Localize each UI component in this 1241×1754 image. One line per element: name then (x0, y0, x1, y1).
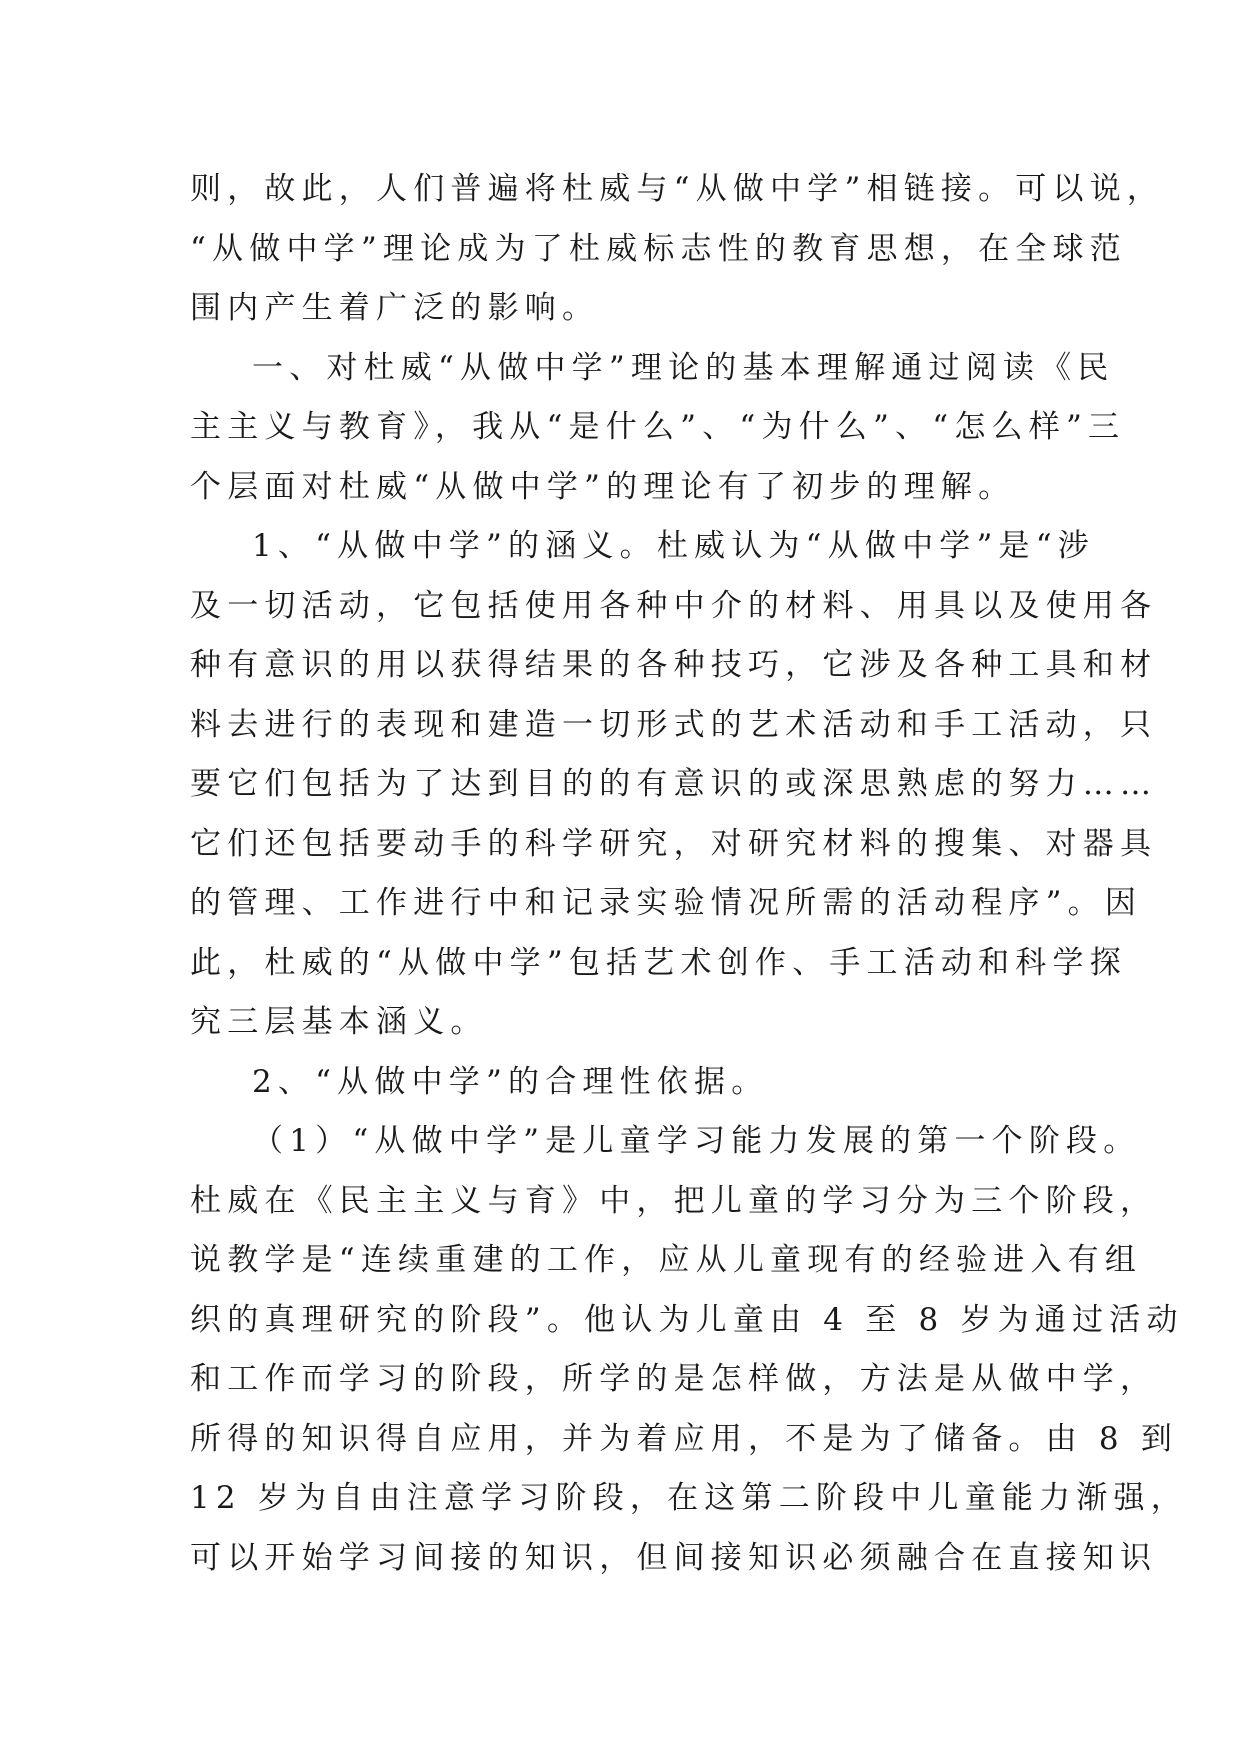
text-line: 料去进行的表现和建造一切形式的艺术活动和手工活动，只 (190, 706, 1158, 743)
text-line: 12 岁为自由注意学习阶段，在这第二阶段中儿童能力渐强， (190, 1480, 1188, 1516)
text-line: “从做中学”理论成为了杜威标志性的教育思想，在全球范 (190, 230, 1127, 267)
text-line: 织的真理研究的阶段”。他认为儿童由 4 至 8 岁为通过活动 (190, 1301, 1184, 1338)
text-line: 要它们包括为了达到目的的有意识的或深思熟虑的努力…… (190, 766, 1158, 802)
subsection-line: 2、“从做中学”的合理性依据。 (252, 1063, 769, 1100)
text-line: 它们还包括要动手的科学研究，对研究材料的搜集、对器具 (190, 825, 1158, 862)
text-line: 所得的知识得自应用，并为着应用，不是为了储备。由 8 到 (190, 1420, 1179, 1457)
text-line: 可以开始学习间接的知识，但间接知识必须融合在直接知识 (190, 1539, 1158, 1576)
text-line: 则，故此，人们普遍将杜威与“从做中学”相链接。可以说， (190, 171, 1165, 207)
text-line: 此，杜威的“从做中学”包括艺术创作、手工活动和科学探 (190, 944, 1127, 981)
text-line: 围内产生着广泛的影响。 (190, 290, 600, 326)
subsection-line: （1）“从做中学”是儿童学习能力发展的第一个阶段。 (252, 1123, 1141, 1159)
text-line: 究三层基本涵义。 (190, 1004, 488, 1040)
subsection-line: 1、“从做中学”的涵义。杜威认为“从做中学”是“涉 (252, 528, 1095, 564)
text-line: 及一切活动，它包括使用各种中介的材料、用具以及使用各 (190, 587, 1158, 624)
text-line: 说教学是“连续重建的工作，应从儿童现有的经验进入有组 (190, 1242, 1143, 1278)
text-line: 种有意识的用以获得结果的各种技巧，它涉及各种工具和材 (190, 647, 1158, 683)
text-line: 的管理、工作进行中和记录实验情况所需的活动程序”。因 (190, 885, 1143, 921)
text-line: 主主义与教育》，我从“是什么”、“为什么”、“怎么样”三 (190, 409, 1126, 445)
section-heading-line: 一、对杜威“从做中学”理论的基本理解通过阅读《民 (252, 349, 1115, 386)
text-line: 个层面对杜威“从做中学”的理论有了初步的理解。 (190, 468, 1016, 505)
text-line: 和工作而学习的阶段，所学的是怎样做，方法是从做中学， (190, 1361, 1158, 1397)
body-text (190, 160, 1188, 1588)
text-line: 杜威在《民主主义与育》中，把儿童的学习分为三个阶段， (190, 1182, 1158, 1219)
